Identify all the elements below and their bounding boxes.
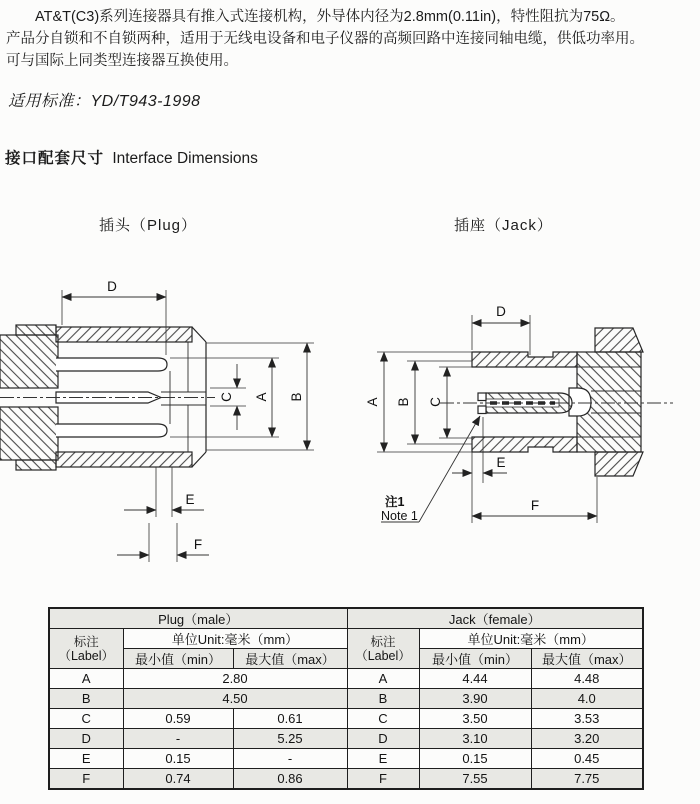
row-label-cell: B xyxy=(347,689,419,709)
plug-dim-E xyxy=(124,467,204,517)
jack-contact-tab xyxy=(478,393,486,401)
plug-outer-contact-finger xyxy=(56,358,167,371)
svg-text:C: C xyxy=(219,392,234,402)
row-label-cell: B xyxy=(49,689,123,709)
plug-max-cell: 0.86 xyxy=(233,769,347,790)
jack-bottom-flange xyxy=(595,452,643,476)
row-label-cell: C xyxy=(49,709,123,729)
jack-contact-tab xyxy=(478,406,486,414)
jack-max-header-cell: 最大值（max） xyxy=(531,649,643,669)
row-label-cell: E xyxy=(347,749,419,769)
plug-cross-section-drawing xyxy=(0,255,345,565)
plug-value-cell: 2.80 xyxy=(123,669,347,689)
dimension-table xyxy=(48,607,644,790)
plug-dim-D xyxy=(62,279,166,355)
label-header-en: （Label） xyxy=(58,648,115,663)
jack-max-cell: 7.75 xyxy=(531,769,643,790)
row-label-cell: E xyxy=(49,749,123,769)
svg-text:F: F xyxy=(193,537,203,552)
section-title xyxy=(5,146,258,168)
jack-min-cell: 0.15 xyxy=(419,749,531,769)
svg-text:E: E xyxy=(185,492,195,507)
plug-min-cell: 0.74 xyxy=(123,769,233,790)
table-row-B xyxy=(49,689,643,709)
svg-text:F: F xyxy=(530,498,540,513)
svg-text:B: B xyxy=(289,392,304,402)
jack-header-cell: Jack（female） xyxy=(347,608,643,629)
row-label-cell: A xyxy=(49,669,123,689)
table-header-row xyxy=(49,608,643,629)
plug-shell-front-cap xyxy=(161,327,206,467)
jack-cross-section-drawing xyxy=(355,255,700,565)
plug-crimp-step xyxy=(16,325,56,335)
jack-max-cell: 3.20 xyxy=(531,729,643,749)
label-header-zh: 标注 xyxy=(370,634,396,649)
plug-cable-hatch xyxy=(0,407,58,460)
intro-paragraph xyxy=(6,6,700,72)
svg-text:D: D xyxy=(496,304,506,319)
table-row-E xyxy=(49,749,643,769)
jack-min-cell: 7.55 xyxy=(419,769,531,790)
table-row-D xyxy=(49,729,643,749)
applicable-standard: 适用标准：YD/T943-1998 xyxy=(8,93,201,110)
jack-min-cell: 4.44 xyxy=(419,669,531,689)
plug-max-cell: 0.61 xyxy=(233,709,347,729)
row-label-cell: C xyxy=(347,709,419,729)
plug-max-cell: 5.25 xyxy=(233,729,347,749)
table-row-A xyxy=(49,669,643,689)
jack-sleeve-bottom-wall xyxy=(472,437,577,452)
plug-min-cell: 0.15 xyxy=(123,749,233,769)
row-label-cell: D xyxy=(347,729,419,749)
intro-line-3: 可与国际上同类型连接器互换使用。 xyxy=(6,53,238,69)
plug-unit-header-cell: 单位Unit:毫米（mm） xyxy=(123,629,347,649)
jack-min-cell: 3.50 xyxy=(419,709,531,729)
table-row-F xyxy=(49,769,643,790)
plug-value-cell: 4.50 xyxy=(123,689,347,709)
row-label-cell: D xyxy=(49,729,123,749)
row-label-cell: F xyxy=(49,769,123,790)
table-subheader-row xyxy=(49,629,643,649)
plug-header-cell: Plug（male） xyxy=(49,608,347,629)
table-row-C xyxy=(49,709,643,729)
section-title-en: Interface Dimensions xyxy=(112,150,258,167)
plug-dim-C xyxy=(210,364,246,430)
plug-label-header-cell xyxy=(49,629,123,669)
plug-crimp-step xyxy=(16,460,56,470)
svg-text:D: D xyxy=(107,279,117,294)
svg-text:A: A xyxy=(254,392,269,402)
jack-dim-F xyxy=(472,477,597,523)
svg-text:E: E xyxy=(496,455,506,470)
jack-note-1 xyxy=(381,416,480,523)
jack-max-cell: 4.0 xyxy=(531,689,643,709)
row-label-cell: F xyxy=(347,769,419,790)
svg-text:注1: 注1 xyxy=(385,495,405,509)
row-label-cell: A xyxy=(347,669,419,689)
jack-drawing-title: 插座（Jack） xyxy=(454,217,553,234)
plug-max-header-cell: 最大值（max） xyxy=(233,649,347,669)
jack-dim-D xyxy=(472,304,530,355)
plug-drawing-title: 插头（Plug） xyxy=(99,217,198,234)
table-minmax-row xyxy=(49,649,643,669)
jack-max-cell: 3.53 xyxy=(531,709,643,729)
jack-dim-C xyxy=(428,367,472,438)
intro-line-2: 产品分自锁和不自锁两种，适用于无线电设备和电子仪器的高频回路中连接同轴电缆，供低功率用。 xyxy=(6,31,644,47)
svg-text:A: A xyxy=(365,397,380,407)
plug-dim-F xyxy=(117,523,209,562)
jack-max-cell: 4.48 xyxy=(531,669,643,689)
jack-min-header-cell: 最小值（min） xyxy=(419,649,531,669)
jack-label-header-cell xyxy=(347,629,419,669)
svg-text:Note 1: Note 1 xyxy=(381,509,418,523)
jack-min-cell: 3.10 xyxy=(419,729,531,749)
plug-max-cell: - xyxy=(233,749,347,769)
jack-min-cell: 3.90 xyxy=(419,689,531,709)
intro-line-1: AT&T(C3)系列连接器具有推入式连接机构，外导体内径为2.8mm(0.11in)，特性阻抗为75Ω。 xyxy=(35,9,625,25)
plug-min-cell: - xyxy=(123,729,233,749)
plug-min-header-cell: 最小值（min） xyxy=(123,649,233,669)
plug-outer-contact-finger xyxy=(56,424,167,437)
jack-unit-header-cell: 单位Unit:毫米（mm） xyxy=(419,629,643,649)
plug-min-cell: 0.59 xyxy=(123,709,233,729)
label-header-zh: 标注 xyxy=(73,634,99,649)
svg-text:B: B xyxy=(396,397,411,407)
svg-text:C: C xyxy=(428,397,443,407)
jack-sleeve-top-wall xyxy=(472,352,577,367)
jack-top-flange xyxy=(595,328,643,352)
jack-max-cell: 0.45 xyxy=(531,749,643,769)
jack-dim-E xyxy=(452,417,507,523)
plug-shell-bottom-wall xyxy=(56,452,192,467)
label-header-en: （Label） xyxy=(355,648,411,663)
section-title-zh: 接口配套尺寸 xyxy=(5,150,105,167)
plug-shell-top-wall xyxy=(56,327,192,342)
plug-cable-hatch xyxy=(0,335,58,388)
